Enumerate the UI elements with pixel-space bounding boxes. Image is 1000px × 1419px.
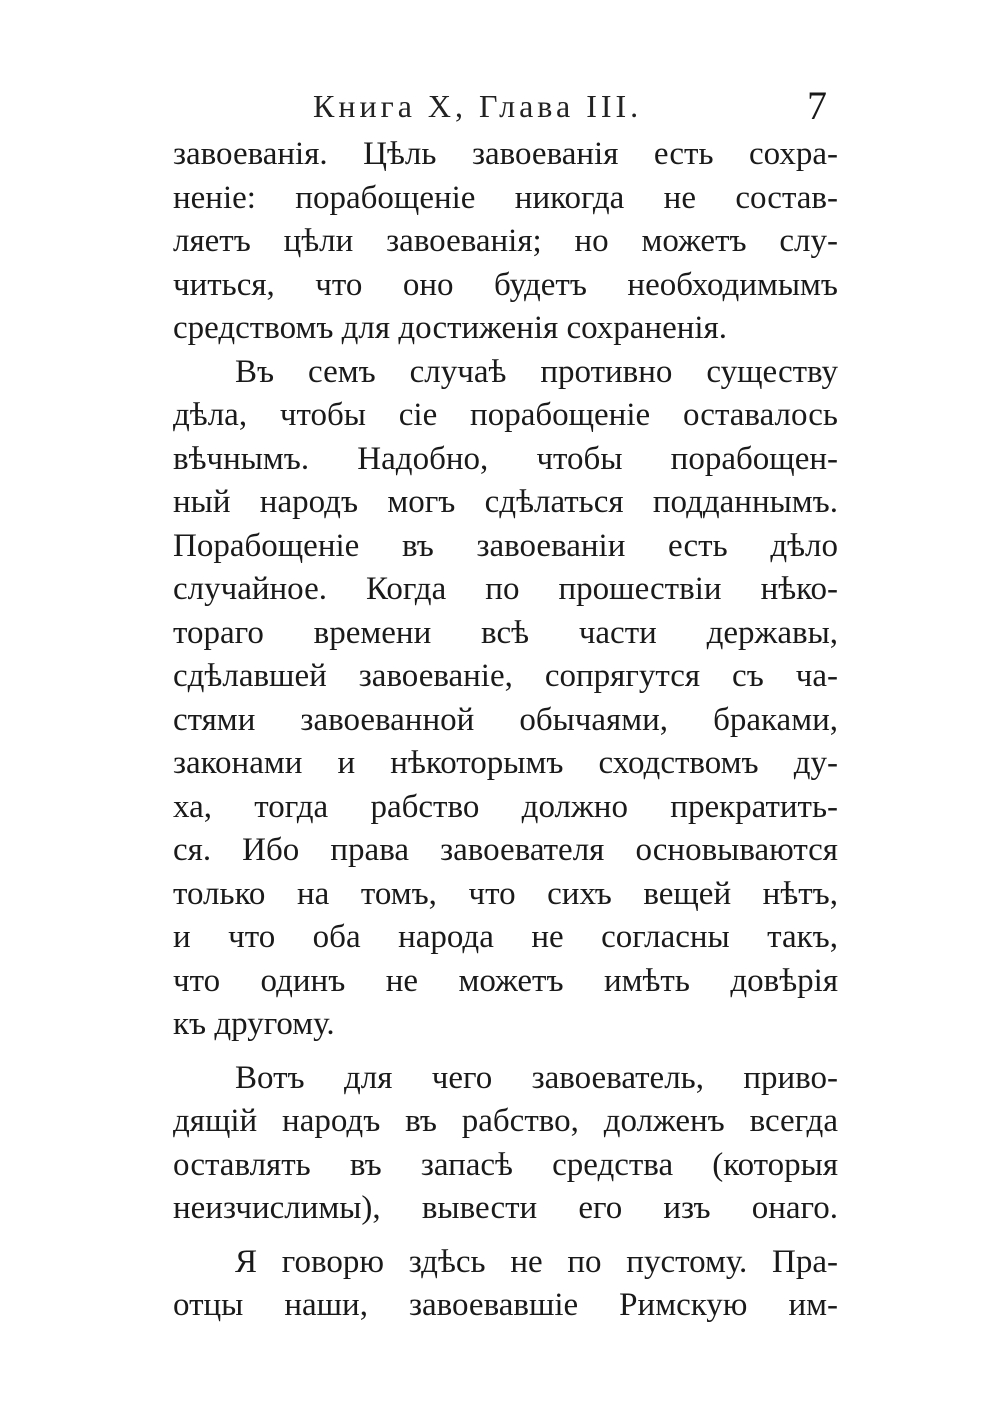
text-line: Въ семъ случаѣ противно существу: [235, 353, 838, 390]
text-line: только на томъ, что сихъ вещей нѣтъ,: [173, 875, 838, 912]
text-line: сдѣлавшей завоеваніе, сопрягутся съ ча-: [173, 658, 838, 694]
paragraph-gap: [173, 1047, 838, 1057]
text-line: ся. Ибо права завоевателя основываются: [173, 832, 838, 868]
text-line: ляетъ цѣли завоеванія; но можетъ слу-: [173, 223, 838, 259]
text-line: неніе: порабощеніе никогда не состав-: [173, 179, 838, 216]
running-title: Книга X, Глава III.: [313, 88, 643, 124]
body-text: [173, 133, 838, 1328]
text-line: средствомъ для достиженія сохраненія.: [173, 310, 727, 346]
paragraph-2: [173, 351, 838, 1047]
text-line: законами и нѣкоторымъ сходствомъ ду-: [173, 745, 838, 781]
paragraph-gap: [173, 1231, 838, 1241]
paragraph-4: [173, 1241, 838, 1328]
text-line: случайное. Когда по прошествіи нѣко-: [173, 571, 838, 607]
text-line: неизчислимы), вывести его изъ онаго.: [173, 1190, 838, 1226]
text-line: Вотъ для чего завоеватель, приво-: [235, 1059, 838, 1096]
paragraph-3: [173, 1057, 838, 1231]
text-line: что одинъ не можетъ имѣть довѣрія: [173, 962, 838, 999]
text-line: и что оба народа не согласны такъ,: [173, 919, 838, 955]
text-line: дѣла, чтобы сіе порабощеніе оставалось: [173, 397, 838, 433]
text-line: дящій народъ въ рабство, долженъ всегда: [173, 1103, 838, 1139]
text-line: завоеванія. Цѣль завоеванія есть сохра-: [173, 136, 838, 172]
text-line: оставлять въ запасѣ средства (которыя: [173, 1146, 838, 1183]
page-number: 7: [807, 83, 827, 128]
text-line: Я говорю здѣсь не по пустому. Пра-: [235, 1243, 838, 1280]
text-line: Порабощеніе въ завоеваніи есть дѣло: [173, 527, 838, 564]
text-line: стями завоеванной обычаями, браками,: [173, 701, 838, 738]
running-head: [175, 82, 835, 132]
text-line: вѣчнымъ. Надобно, чтобы порабощен-: [173, 440, 838, 477]
text-line: тораго времени всѣ части державы,: [173, 614, 838, 651]
text-line: ха, тогда рабство должно прекратить-: [173, 788, 838, 825]
text-line: читься, что оно будетъ необходимымъ: [173, 266, 838, 303]
text-line: отцы наши, завоевавшіе Римскую им-: [173, 1287, 838, 1323]
text-line: къ другому.: [173, 1006, 335, 1042]
text-line: ный народъ могъ сдѣлаться подданнымъ.: [173, 484, 838, 520]
paragraph-1: [173, 133, 838, 351]
